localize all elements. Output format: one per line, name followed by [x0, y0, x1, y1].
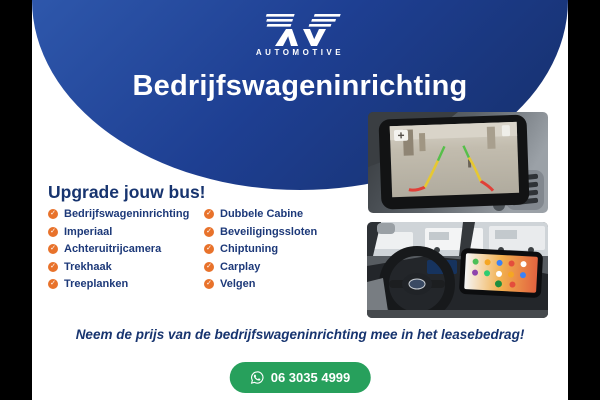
- check-icon: [204, 227, 214, 237]
- page-title: Bedrijfswageninrichting: [132, 70, 468, 102]
- av-logo-icon: [245, 13, 355, 47]
- whatsapp-phone-button[interactable]: [230, 362, 371, 393]
- feature-label: Treeplanken: [64, 278, 129, 290]
- feature-item: [204, 226, 317, 238]
- feature-label: Achteruitrijcamera: [64, 243, 162, 255]
- features-column-2: [204, 208, 317, 290]
- logo-subtext: AUTOMOTIVE: [255, 48, 345, 57]
- feature-item: [48, 208, 204, 220]
- poster-card: [32, 0, 568, 400]
- rear-view-camera-display-photo: [368, 112, 548, 213]
- feature-item: [48, 243, 204, 255]
- van-interior-carplay-photo: [367, 222, 548, 318]
- check-icon: [48, 209, 58, 219]
- feature-item: [204, 278, 317, 290]
- check-icon: [204, 244, 214, 254]
- feature-item: [48, 261, 204, 273]
- feature-item: [204, 243, 317, 255]
- brand-logo: [32, 13, 568, 57]
- whatsapp-icon: [250, 370, 265, 385]
- feature-item: [48, 226, 204, 238]
- feature-label: Trekhaak: [64, 260, 112, 273]
- check-icon: [48, 279, 58, 289]
- phone-number: 06 3035 4999: [270, 370, 351, 385]
- check-icon: [48, 262, 58, 272]
- feature-label: Imperiaal: [64, 225, 113, 238]
- check-icon: [48, 244, 58, 254]
- feature-label: Bedrijfswageninrichting: [64, 208, 190, 220]
- feature-label: Velgen: [220, 278, 256, 290]
- lease-note: Neem de prijs van de bedrijfswageninrichting mee in het leasebedrag!: [75, 327, 525, 342]
- check-icon: [204, 262, 214, 272]
- feature-item: [204, 261, 317, 273]
- feature-item: [204, 208, 317, 220]
- check-icon: [204, 279, 214, 289]
- feature-item: [48, 278, 204, 290]
- feature-label: Dubbele Cabine: [220, 208, 304, 220]
- feature-label: Beveiligingssloten: [220, 225, 318, 238]
- features-heading: Upgrade jouw bus!: [48, 182, 206, 202]
- feature-label: Chiptuning: [220, 243, 279, 255]
- features-list: [48, 208, 317, 290]
- features-column-1: [48, 208, 204, 290]
- check-icon: [48, 227, 58, 237]
- feature-label: Carplay: [220, 260, 261, 273]
- check-icon: [204, 209, 214, 219]
